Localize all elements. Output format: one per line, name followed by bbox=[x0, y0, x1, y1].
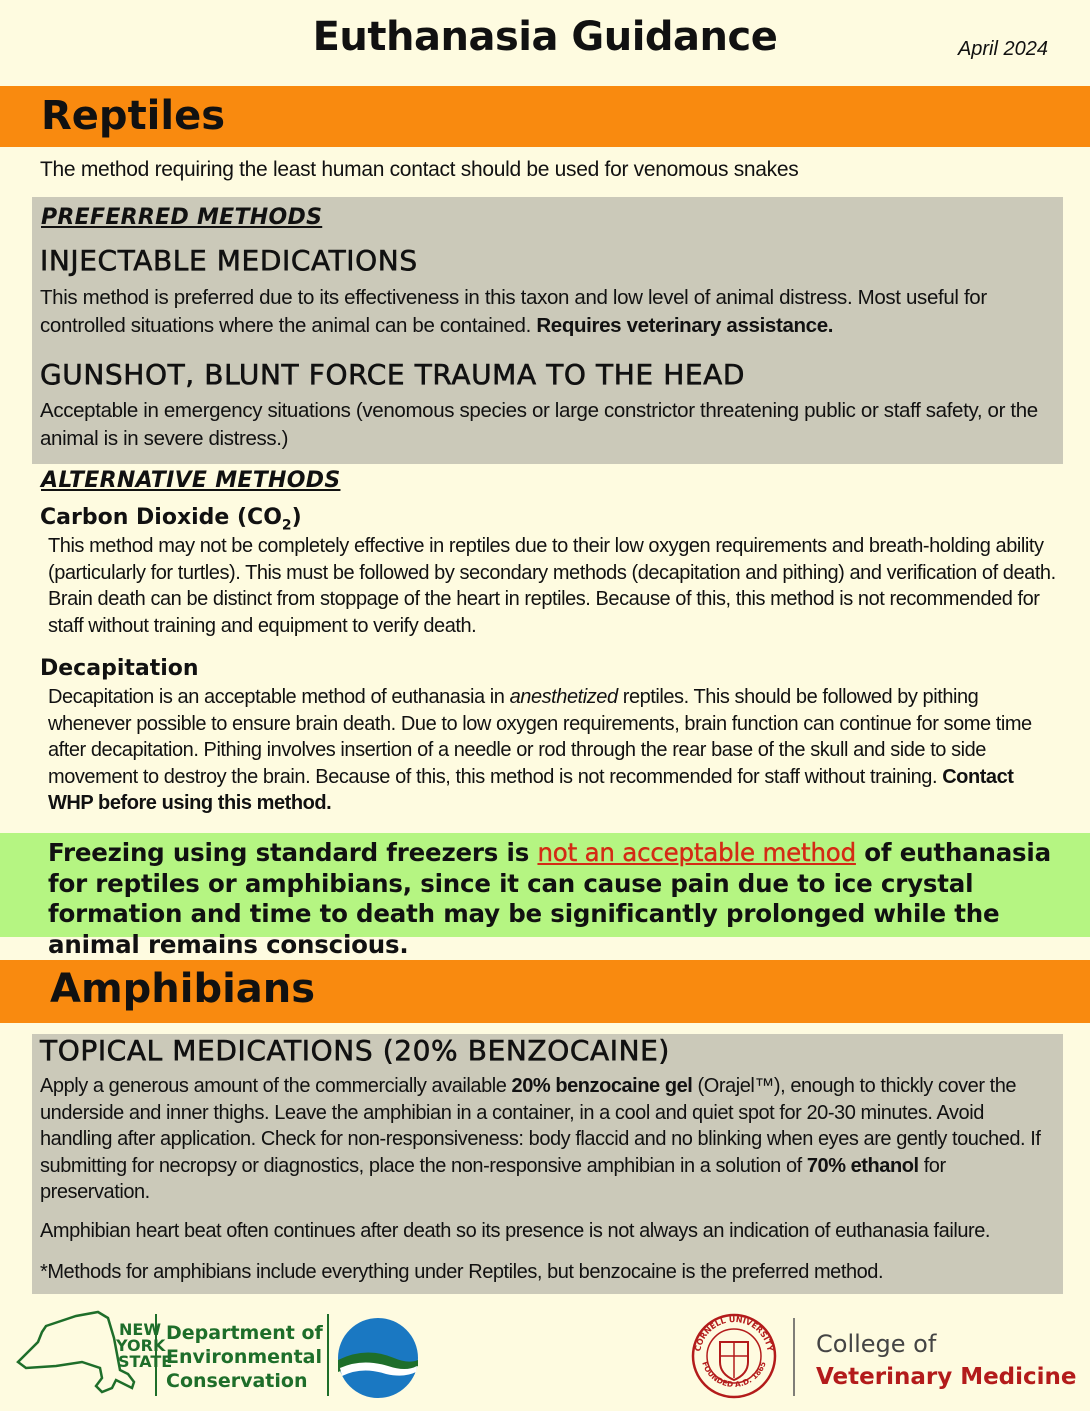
dec-line-3: Conservation bbox=[166, 1370, 308, 1392]
nys-line-1: NEW bbox=[119, 1320, 161, 1339]
decapitation-bold-note: Contact WHP before using this method. bbox=[48, 765, 1014, 814]
topical-instructions: Apply a generous amount of the commercially available 20% benzocaine gel (Orajel™), enough to thickly cover the underside and inner thighs. Leave the amphibian in a container, in a cool and quiet spot for 20-30 minutes. Avoid handling after application. Check for non-responsiveness: body flaccid and no blinking when eyes are gently touched. If submitting for necropsy or diagnostics, place the non-responsive amphibian in a solution of 70% ethanol for preservation. bbox=[40, 1075, 1041, 1203]
cornell-cvm-logo bbox=[690, 1312, 1080, 1402]
seal-top-text: CORNELL UNIVERSITY bbox=[693, 1314, 775, 1353]
dec-emblem-icon bbox=[338, 1318, 418, 1398]
college-line-2: Veterinary Medicine bbox=[816, 1364, 1077, 1390]
co2-title: Carbon Dioxide $(CO_2)$ bbox=[40, 505, 302, 534]
not-acceptable-highlight: not an acceptable method bbox=[537, 838, 856, 867]
decapitation-text: Decapitation is an acceptable method of euthanasia in anesthetized reptiles. This should be followed by pithing whenever possible to ensure brain death. Due to low oxygen requirements, brain function can continue for some time after decapitation. Pithing involves insertion of a needle or rod through the rear base of the skull and side to side movement to destroy the brain. Because of this, this method is not recommended for staff without training. Contact WHP before using this method. bbox=[48, 686, 1032, 814]
amphibians-section-header bbox=[0, 960, 1090, 1023]
heartbeat-note: Amphibian heart beat often continues after death so its presence is not always an indication of euthanasia failure. bbox=[40, 1220, 990, 1242]
dec-line-1: Department of bbox=[166, 1322, 323, 1344]
nys-line-3: STATE bbox=[118, 1352, 173, 1371]
injectable-text: This method is preferred due to its effectiveness in this taxon and low level of animal distress. Most useful for controlled situations where the animal can be contained. Requires veterinary assistance. bbox=[40, 286, 987, 337]
topical-title: TOPICAL MEDICATIONS (20% BENZOCAINE) bbox=[40, 1034, 670, 1067]
decapitation-title: Decapitation bbox=[40, 656, 199, 681]
reptiles-intro: The method requiring the least human contact should be used for venomous snakes bbox=[40, 158, 799, 181]
preferred-methods-label: PREFERRED METHODS bbox=[41, 205, 323, 230]
amphibian-methods-note: *Methods for amphibians include everything under Reptiles, but benzocaine is the preferred method. bbox=[40, 1261, 884, 1283]
cornell-seal-icon bbox=[693, 1315, 775, 1397]
nys-line-2: YORK bbox=[116, 1336, 166, 1355]
alternative-methods-label: ALTERNATIVE METHODS bbox=[41, 468, 341, 493]
freezing-warning-text: Freezing using standard freezers is not an acceptable method of euthanasia for reptiles or amphibians, since it can cause pain due to ice crystal formation and time to death may be significantly prolonged while the animal remains conscious. bbox=[48, 838, 1051, 959]
reptiles-section-header bbox=[0, 86, 1090, 147]
injectable-bold-note: Requires veterinary assistance. bbox=[536, 314, 834, 337]
gunshot-text: Acceptable in emergency situations (venomous species or large constrictor threatening public or staff safety, or the animal is in severe distress.) bbox=[40, 399, 1038, 450]
seal-bottom-text: FOUNDED A.D. 1865 bbox=[700, 1360, 768, 1390]
nys-dec-logo bbox=[16, 1308, 436, 1403]
co2-text: This method may not be completely effective in reptiles due to their low oxygen requirements and breath-holding ability (particularly for turtles). This must be followed by secondary methods (decapitation and pithing) and verification of death. Brain death can be distinct from stoppage of the heart in reptiles. Because of this, this method is not recommended for staff without training and equipment to verify death. bbox=[48, 535, 1056, 637]
injectable-title: INJECTABLE MEDICATIONS bbox=[40, 244, 418, 277]
page-title: Euthanasia Guidance bbox=[312, 14, 778, 60]
dec-line-2: Environmental bbox=[166, 1346, 322, 1368]
gunshot-title: GUNSHOT, BLUNT FORCE TRAUMA TO THE HEAD bbox=[40, 358, 746, 391]
amphibians-heading: Amphibians bbox=[50, 966, 316, 1012]
reptiles-heading: Reptiles bbox=[41, 93, 226, 139]
publication-date: April 2024 bbox=[957, 38, 1048, 60]
college-line-1: College of bbox=[816, 1330, 937, 1358]
